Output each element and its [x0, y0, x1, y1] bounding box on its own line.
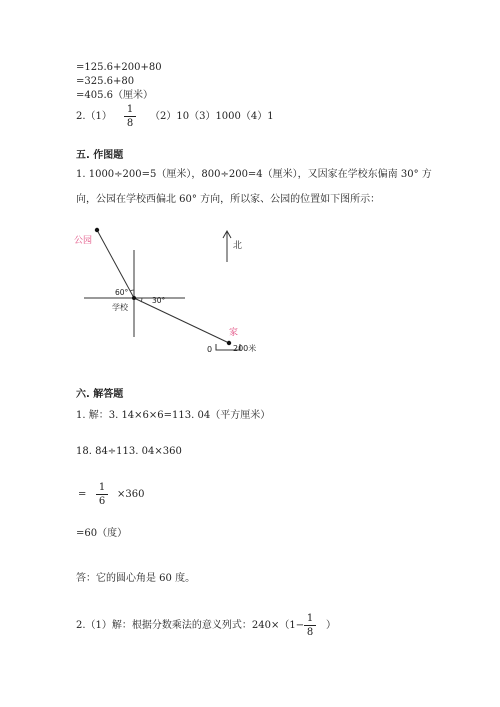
- one-sixth-denominator: 6: [98, 496, 106, 507]
- one-sixth-fraction: [96, 482, 108, 507]
- section6-para-1: 1. 解：3. 14×6×6=113. 04（平方厘米）: [76, 410, 271, 421]
- scale-zero-label: 0: [207, 345, 213, 354]
- close-paren: ）: [326, 620, 336, 631]
- angle30-label: 30°: [152, 296, 166, 305]
- home-line: [134, 298, 229, 343]
- section5-title: 五. 作图题: [76, 150, 124, 161]
- home-label: 家: [229, 328, 239, 338]
- fraction-bar: [96, 494, 108, 495]
- angle60-arc: [130, 290, 134, 291]
- calc-line-2: =325.6+80: [76, 76, 135, 87]
- one-eighth-numerator: 1: [306, 613, 314, 624]
- section6-para-2: 18. 84÷113. 04×360: [76, 446, 182, 457]
- one-eighth-fraction: [304, 613, 316, 638]
- section5-para-1: 1. 1000÷200=5（厘米），800÷200=4（厘米），又因家在学校东偏南 30° 方: [76, 169, 432, 180]
- q2-prefix: 2.（1）: [76, 111, 112, 122]
- q2-rest: （2）10（3）1000（4）1: [150, 111, 274, 122]
- school-label: 学校: [112, 303, 128, 312]
- angle60-label: 60°: [115, 288, 129, 297]
- times-360: ×360: [117, 489, 145, 500]
- q2-frac-numerator: 1: [126, 104, 134, 115]
- north-label: 北: [233, 241, 243, 251]
- one-eighth-denominator: 8: [306, 627, 314, 638]
- home-point: [227, 341, 231, 345]
- one-sixth-numerator: 1: [98, 482, 106, 493]
- fraction-bar: [304, 625, 316, 626]
- scale-200m-label: 200米: [233, 344, 257, 353]
- q2-equation: 2.（1）解：根据分数乘法的意义列式：240×（1−: [76, 620, 305, 631]
- park-point: [95, 228, 99, 232]
- answer-line: 答：它的圆心角是 60 度。: [76, 573, 196, 584]
- section5-para-2: 向，公园在学校西偏北 60° 方向，所以家、公园的位置如下图所示：: [76, 194, 381, 205]
- calc-line-3: =405.6（厘米）: [76, 90, 154, 101]
- eq-sign: =: [78, 489, 87, 500]
- q2-frac-denominator: 8: [126, 118, 134, 129]
- park-label: 公园: [74, 236, 93, 246]
- result-degrees: =60（度）: [76, 528, 128, 539]
- school-point: [132, 296, 136, 300]
- calc-line-1: =125.6+200+80: [76, 62, 162, 73]
- section6-title: 六. 解答题: [76, 389, 124, 400]
